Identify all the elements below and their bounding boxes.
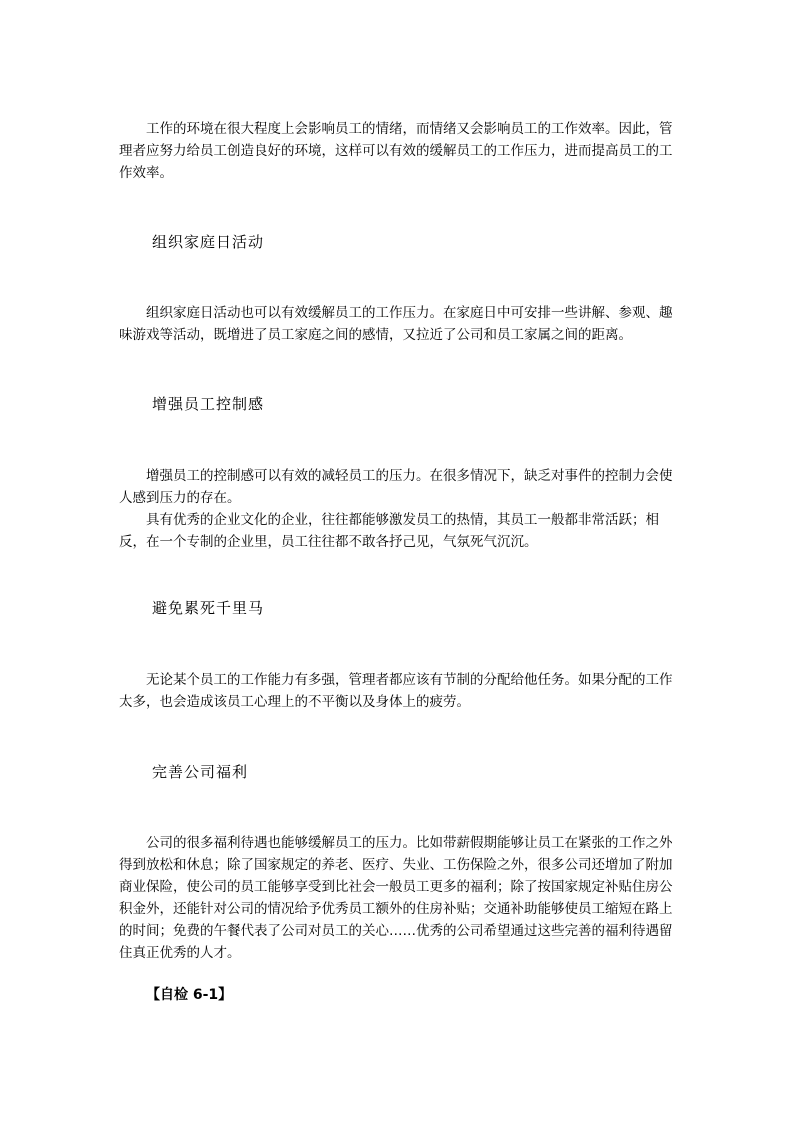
paragraph-text: 具有优秀的企业文化的企业，往往都能够激发员工的热情，其员工一般都非常活跃；相反，在一个专制的企业里，员工往往都不敢各抒己见，气氛死气沉沉。 (119, 512, 659, 550)
paragraph-text: 工作的环境在很大程度上会影响员工的情绪，而情绪又会影响员工的工作效率。因此，管理者应努力给员工创造良好的环境，这样可以有效的缓解员工的工作压力，进而提高员工的工作效率。 (119, 121, 673, 181)
paragraph-control (119, 465, 684, 553)
paragraph-text: 公司的很多福利待遇也能够缓解员工的压力。比如带薪假期能够让员工在紧张的工作之外得到放松和休息；除了国家规定的养老、医疗、失业、工伤保险之外，很多公司还增加了附加商业保险，使公司的员工能够享受到比社会一般员工更多的福利；除了按国家规定补贴住房公积金外，还能针对公司的情况给予优秀员工额外的住房补贴；交通补助能够使员工缩短在路上的时间；免费的午餐代表了公司对员工的关心……优秀的公司希望通过这些完善的福利待遇留住真正优秀的人才。 (119, 835, 673, 961)
paragraph-intro (119, 118, 684, 184)
heading-workload: 避免累死千里马 (152, 599, 265, 617)
heading-control: 增强员工控制感 (152, 395, 265, 413)
heading-family-day: 组织家庭日活动 (152, 233, 265, 251)
heading-welfare: 完善公司福利 (152, 763, 249, 781)
paragraph-text: 增强员工的控制感可以有效的减轻员工的压力。在很多情况下，缺乏对事件的控制力会使人感到压力的存在。 (119, 468, 673, 506)
paragraph-workload (119, 669, 684, 713)
self-check-label: 【自检 6-1】 (146, 987, 233, 1003)
paragraph-text: 组织家庭日活动也可以有效缓解员工的工作压力。在家庭日中可安排一些讲解、参观、趣味游戏等活动，既增进了员工家庭之间的感情，又拉近了公司和员工家属之间的距离。 (119, 305, 673, 343)
paragraph-family-day (119, 302, 684, 346)
paragraph-welfare (119, 832, 684, 964)
paragraph-text: 无论某个员工的工作能力有多强，管理者都应该有节制的分配给他任务。如果分配的工作太多，也会造成该员工心理上的不平衡以及身体上的疲劳。 (119, 672, 673, 710)
